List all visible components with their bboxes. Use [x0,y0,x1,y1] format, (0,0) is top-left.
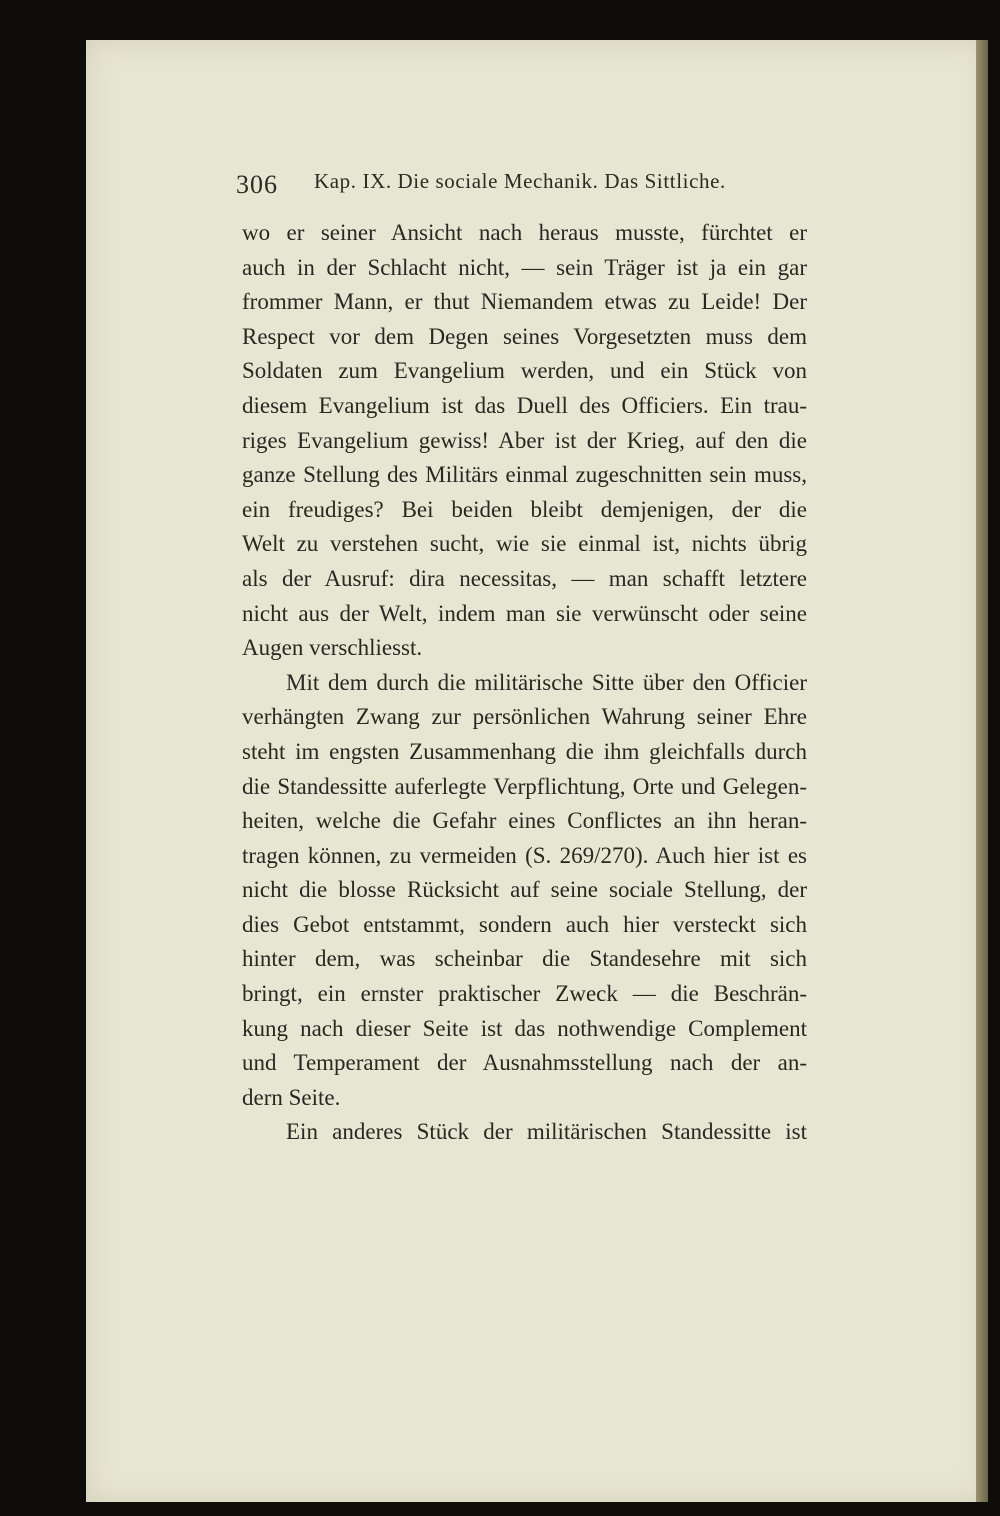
text-line: Augen verschliesst. [242,635,423,661]
text-line: nicht die blosse Rücksicht auf seine sociale Stellung, der [242,877,807,903]
text-line: kung nach dieser Seite ist das nothwendige Complement [242,1015,807,1041]
text-line: ein freudiges? Bei beiden bleibt demjenigen, der die [242,496,807,522]
text-line: hinter dem, was scheinbar die Standesehre mit sich [242,946,807,972]
text-line: dies Gebot entstammt, sondern auch hier versteckt sich [242,911,807,937]
text-line: auch in der Schlacht nicht, — sein Träger ist ja ein gar [242,254,807,280]
text-line: und Temperament der Ausnahmsstellung nach der an- [242,1050,807,1076]
text-line: Soldaten zum Evangelium werden, und ein Stück von [242,358,807,384]
text-line: verhängten Zwang zur persönlichen Wahrung seiner Ehre [242,704,807,730]
running-head: Kap. IX. Die sociale Mechanik. Das Sittliche. [314,169,726,193]
text-line: Ein anderes Stück der militärischen Standessitte ist [286,1119,807,1145]
body-text [242,216,807,1150]
text-line: ganze Stellung des Militärs einmal zugeschnitten sein muss, [242,462,807,488]
text-line: dern Seite. [242,1084,341,1110]
text-line: frommer Mann, er thut Niemandem etwas zu Leide! Der [242,289,807,315]
text-line: bringt, ein ernster praktischer Zweck — die Beschrän- [242,981,807,1007]
text-line: tragen können, zu vermeiden (S. 269/270). Auch hier ist es [242,842,807,868]
text-line: die Standessitte auferlegte Verpflichtung, Orte und Gelegen- [242,773,807,799]
text-line: Mit dem durch die militärische Sitte über den Officier [286,669,807,695]
page-number: 306 [236,170,278,199]
page-edge [976,40,988,1502]
text-line: steht im engsten Zusammenhang die ihm gleichfalls durch [242,738,807,764]
text-line: heiten, welche die Gefahr eines Conflictes an ihn heran- [242,808,807,834]
page-header [236,166,802,206]
text-line: diesem Evangelium ist das Duell des Officiers. Ein trau- [242,392,807,418]
text-line: wo er seiner Ansicht nach heraus musste, fürchtet er [242,220,807,245]
text-line: riges Evangelium gewiss! Aber ist der Krieg, auf den die [242,427,807,453]
text-line: als der Ausruf: dira necessitas, — man schafft letztere [242,565,807,591]
text-line: nicht aus der Welt, indem man sie verwünscht oder seine [242,600,807,626]
text-line: Respect vor dem Degen seines Vorgesetzten muss dem [242,323,807,349]
text-line: Welt zu verstehen sucht, wie sie einmal ist, nichts übrig [242,531,807,557]
